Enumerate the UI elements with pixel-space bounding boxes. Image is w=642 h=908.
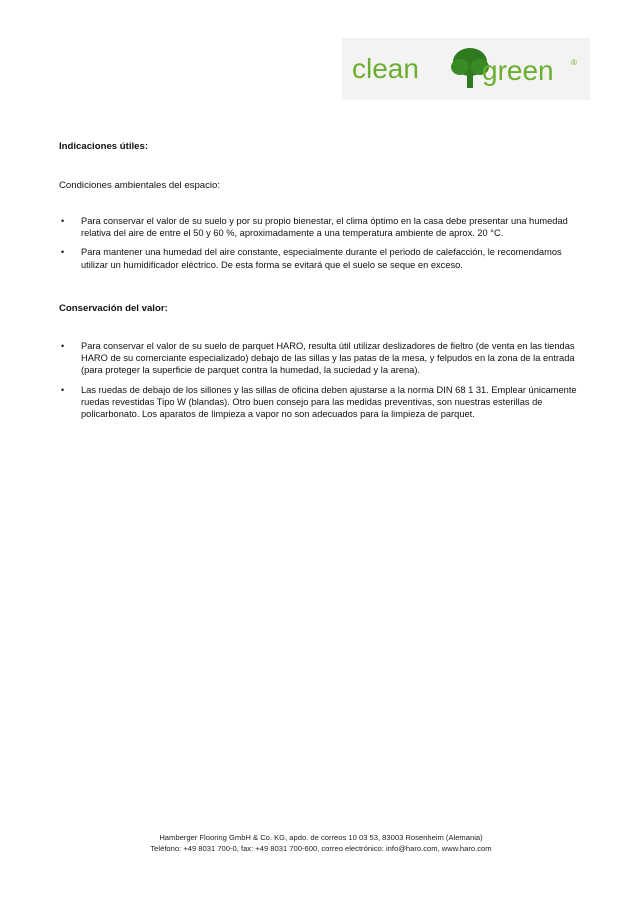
heading-indicaciones: Indicaciones útiles: xyxy=(59,141,149,152)
list-condiciones xyxy=(59,215,581,278)
footer-address: Hamberger Flooring GmbH & Co. KG, apdo. de correos 10 03 53, 83003 Rosenheim (Alemania) xyxy=(159,833,483,842)
bullet-marker: • xyxy=(61,247,65,258)
list-item-text: Para conservar el valor de su suelo y por su propio bienestar, el clima óptimo en la casa debe presentar una humedad relativa del aire de entre el 50 y 60 %, aproximadamente a una temperatura ambiente de aprox. 20 °C. xyxy=(81,216,568,239)
logo-text-clean: clean xyxy=(352,53,419,84)
list-item xyxy=(59,246,581,270)
logo-registered-mark: ® xyxy=(571,58,577,67)
clean-and-green-logo xyxy=(342,38,590,100)
page-footer xyxy=(0,832,642,854)
list-item xyxy=(59,340,581,377)
logo-text-green: green xyxy=(482,55,554,86)
list-item-text: Para conservar el valor de su suelo de parquet HARO, resulta útil utilizar deslizadores de fieltro (de venta en las tiendas HARO de su comerciante especializado) debajo de las sillas y las patas de la mesa, y felpudos en la zona de la entrada (para proteger la superficie de parquet contra la humedad, la suciedad y la arena). xyxy=(81,341,575,376)
bullet-marker: • xyxy=(61,384,65,395)
bullet-marker: • xyxy=(61,341,65,351)
bullet-marker: • xyxy=(61,216,65,226)
intro-condiciones: Condiciones ambientales del espacio: xyxy=(59,180,221,191)
footer-contact: Teléfono: +49 8031 700-0, fax: +49 8031 700-600, correo electrónico: info@haro.com, www.haro.com xyxy=(150,844,492,853)
list-conservacion xyxy=(59,340,581,427)
heading-conservacion: Conservación del valor: xyxy=(59,303,168,314)
list-item xyxy=(59,384,581,421)
logo-graphic xyxy=(342,38,590,100)
list-item-text: Para mantener una humedad del aire constante, especialmente durante el periodo de calefacción, le recomendamos utilizar un humidificador eléctrico. De esta forma se evitará que el suelo se seque en exceso. xyxy=(81,247,562,270)
list-item xyxy=(59,215,581,239)
list-item-text: Las ruedas de debajo de los sillones y las sillas de oficina deben ajustarse a la norma DIN 68 1 31. Emplear únicamente ruedas revestidas Tipo W (blandas). Otro buen consejo para las medidas preventivas, son nuestras esterillas de policarbonato. Los aparatos de limpieza a vapor no son adecuados para la limpieza de parquet. xyxy=(81,384,577,420)
